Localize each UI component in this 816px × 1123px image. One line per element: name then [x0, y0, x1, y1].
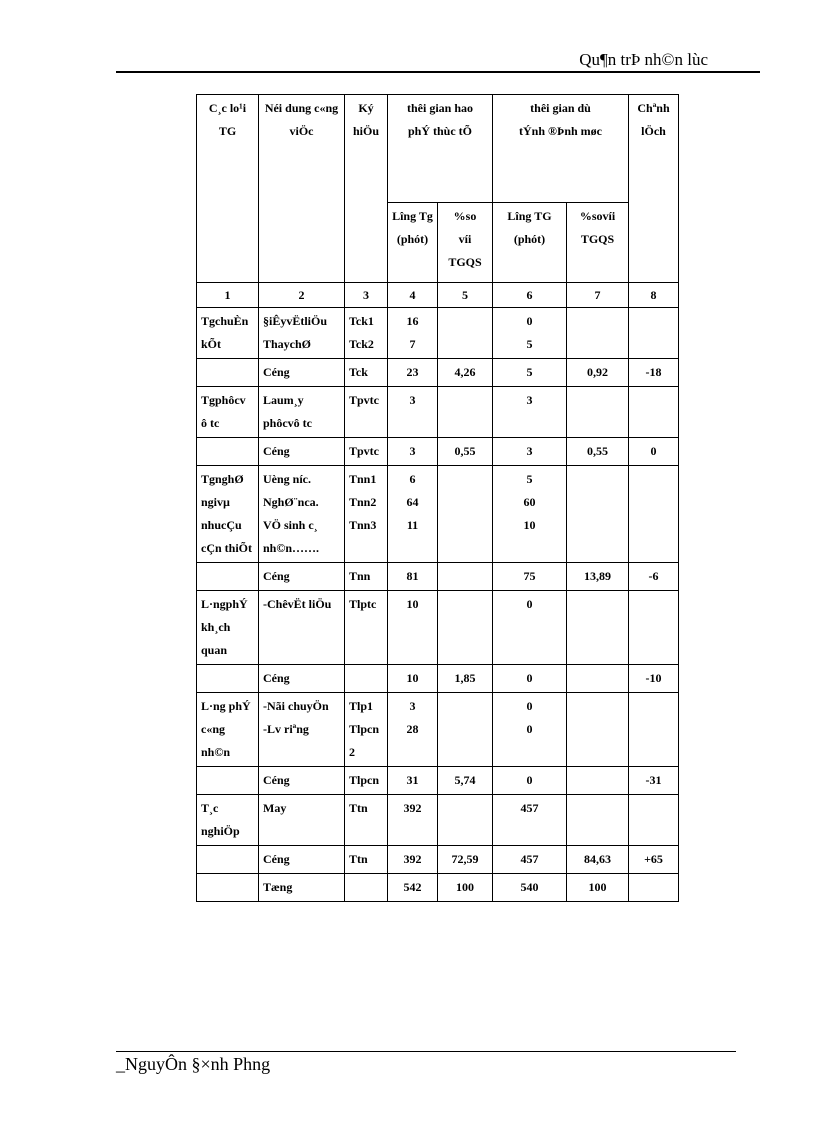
table-cell-c6: [493, 795, 567, 846]
cell-line: Uèng níc.: [263, 472, 311, 486]
table-cell-c3: [345, 591, 388, 665]
table-cell-c5: 5,74: [438, 767, 493, 795]
table-cell-c1: TgchuÈn kÕt: [197, 308, 259, 359]
table-cell-c7: [567, 591, 629, 665]
table-cell-c8: [629, 874, 679, 902]
table-cell-c5: [438, 591, 493, 665]
table-cell-c6: [493, 387, 567, 438]
cell-line: 10: [523, 518, 536, 532]
table-cell-c7: 0,55: [567, 438, 629, 466]
cell-line: Tnn3: [349, 518, 377, 532]
table-cell-c4: [388, 874, 438, 902]
table-cell-c3: [345, 874, 388, 902]
table-cell-c6: [493, 466, 567, 563]
table-cell-c5: [438, 308, 493, 359]
table-cell-c8: [629, 308, 679, 359]
table-cell-c4: [388, 846, 438, 874]
subheader-actual-percent: %so víi TGQS: [438, 203, 493, 283]
table-cell-c8: [629, 387, 679, 438]
header-actual-time: thêi gian hao phÝ thùc tÕ: [388, 95, 493, 203]
table-cell-c1: L·ng phÝ c«ng nh©n: [197, 693, 259, 767]
cell-line: 60: [523, 495, 536, 509]
table-cell-c5: [438, 466, 493, 563]
time-analysis-table: [196, 94, 679, 902]
column-number-row: [197, 283, 679, 308]
table-cell-c7: 100: [567, 874, 629, 902]
table-cell-c1: T¸c nghiÖp: [197, 795, 259, 846]
subheader-norm-percent: %sovíi TGQS: [567, 203, 629, 283]
table-cell-c3: [345, 359, 388, 387]
table-cell-c7: 84,63: [567, 846, 629, 874]
table-cell-c4: [388, 665, 438, 693]
table-cell-c1: Tgphôcv ô tc: [197, 387, 259, 438]
table-row: [197, 308, 679, 359]
table-cell-c4: [388, 591, 438, 665]
table-cell-c3: [345, 846, 388, 874]
table-row: [197, 665, 679, 693]
cell-line: Céng: [263, 444, 290, 458]
cell-line: phôcvô tc: [263, 416, 312, 430]
cell-line: Tck: [349, 365, 368, 379]
table-cell-c8: [629, 466, 679, 563]
table-cell-c6: [493, 767, 567, 795]
table-cell-c7: [567, 308, 629, 359]
column-number: 1: [197, 283, 259, 308]
cell-line: 5: [526, 472, 533, 486]
cell-line: May: [263, 801, 287, 815]
table-cell-c5: 72,59: [438, 846, 493, 874]
table-row: [197, 795, 679, 846]
table-cell-c1: [197, 665, 259, 693]
table-cell-c6: [493, 591, 567, 665]
table-cell-c6: [493, 563, 567, 591]
table-cell-c3: [345, 466, 388, 563]
cell-line: 3: [409, 393, 416, 407]
table-cell-c3: [345, 795, 388, 846]
table-cell-c5: [438, 563, 493, 591]
table-cell-c2: [259, 795, 345, 846]
subheader-actual-amount: Lîng Tg (phót): [388, 203, 438, 283]
cell-line: 11: [406, 518, 419, 532]
cell-line: 75: [523, 569, 536, 583]
cell-line: 3: [526, 393, 533, 407]
table-cell-c2: [259, 308, 345, 359]
table-cell-c2: [259, 563, 345, 591]
table-cell-c1: TgnghØ ngivµ nhucÇu cÇn thiÕt: [197, 466, 259, 563]
table-cell-c7: [567, 387, 629, 438]
table-row: [197, 438, 679, 466]
cell-line: 392: [403, 852, 422, 866]
cell-line: 457: [520, 801, 539, 815]
table-cell-c1: [197, 563, 259, 591]
cell-line: 0: [526, 597, 533, 611]
table-cell-c3: [345, 693, 388, 767]
subheader-norm-amount: Lîng TG (phót): [493, 203, 567, 283]
header-time-types: C¸c lo¹i TG: [197, 95, 259, 283]
table-cell-c1: L·ngphÝ kh¸ch quan: [197, 591, 259, 665]
table-cell-c2: [259, 693, 345, 767]
table-cell-c4: [388, 308, 438, 359]
cell-line: 0: [526, 671, 533, 685]
cell-line: Tnn: [349, 569, 371, 583]
table-row: [197, 591, 679, 665]
cell-line: §iÊyvËtliÖu: [263, 314, 328, 328]
cell-line: Tæng: [263, 880, 293, 894]
table-cell-c8: [629, 591, 679, 665]
cell-line: 5: [526, 337, 533, 351]
page-header-title: Qu¶n trÞ nh©n lùc: [579, 50, 708, 69]
cell-line: nh©n…….: [263, 541, 319, 555]
column-number: 2: [259, 283, 345, 308]
cell-line: 3: [409, 699, 416, 713]
cell-line: 392: [403, 801, 422, 815]
cell-line: 540: [520, 880, 539, 894]
table-cell-c4: [388, 359, 438, 387]
cell-line: 5: [526, 365, 533, 379]
cell-line: 457: [520, 852, 539, 866]
table-cell-c5: 4,26: [438, 359, 493, 387]
table-cell-c4: [388, 387, 438, 438]
cell-line: 7: [409, 337, 416, 351]
cell-line: -Lv riªng: [263, 722, 309, 736]
cell-line: 542: [403, 880, 422, 894]
header-norm-time: thêi gian dù tÝnh ®Þnh møc: [493, 95, 629, 203]
cell-line: Tck1: [349, 314, 374, 328]
cell-line: 28: [406, 722, 419, 736]
table-cell-c8: [629, 795, 679, 846]
table-cell-c3: [345, 767, 388, 795]
table-cell-c8: -10: [629, 665, 679, 693]
table-row: [197, 387, 679, 438]
table-cell-c2: [259, 591, 345, 665]
table-cell-c7: [567, 466, 629, 563]
table-row: [197, 466, 679, 563]
table-cell-c3: [345, 665, 388, 693]
table-row: [197, 359, 679, 387]
table-cell-c8: [629, 693, 679, 767]
cell-line: 10: [406, 597, 419, 611]
table-cell-c6: [493, 308, 567, 359]
table-row: [197, 874, 679, 902]
cell-line: -ChêvËt liÖu: [263, 597, 332, 611]
column-number: 5: [438, 283, 493, 308]
table-cell-c3: [345, 387, 388, 438]
cell-line: Tlp1: [349, 699, 374, 713]
table-cell-c6: [493, 438, 567, 466]
table-cell-c6: [493, 693, 567, 767]
table-row: [197, 693, 679, 767]
table-cell-c5: 0,55: [438, 438, 493, 466]
table-cell-c1: [197, 359, 259, 387]
cell-line: Tnn2: [349, 495, 377, 509]
table-cell-c5: [438, 795, 493, 846]
header-difference: Chªnh lÖch: [629, 95, 679, 283]
table-cell-c4: [388, 438, 438, 466]
cell-line: 3: [409, 444, 416, 458]
cell-line: 16: [406, 314, 419, 328]
cell-line: Tlpcn2: [349, 722, 380, 759]
table-cell-c2: [259, 665, 345, 693]
cell-line: Céng: [263, 671, 290, 685]
cell-line: Tck2: [349, 337, 374, 351]
table-cell-c4: [388, 693, 438, 767]
header-symbol: Ký hiÖu: [345, 95, 388, 283]
table-cell-c1: [197, 874, 259, 902]
cell-line: -Nãi chuyÖn: [263, 699, 329, 713]
table-cell-c4: [388, 767, 438, 795]
table-cell-c7: [567, 693, 629, 767]
table-cell-c2: [259, 438, 345, 466]
table-cell-c3: [345, 438, 388, 466]
cell-line: 31: [406, 773, 419, 787]
table-cell-c5: [438, 693, 493, 767]
table-cell-c7: [567, 767, 629, 795]
table-cell-c7: 0,92: [567, 359, 629, 387]
table-cell-c4: [388, 466, 438, 563]
table-cell-c1: [197, 767, 259, 795]
column-number: 4: [388, 283, 438, 308]
cell-line: 23: [406, 365, 419, 379]
cell-line: 64: [406, 495, 419, 509]
header-rule: [116, 71, 760, 73]
table-cell-c1: [197, 438, 259, 466]
table-cell-c7: [567, 795, 629, 846]
table-cell-c2: [259, 767, 345, 795]
cell-line: VÖ sinh c¸: [263, 518, 318, 532]
cell-line: ThaychØ: [263, 337, 312, 351]
column-number: 7: [567, 283, 629, 308]
cell-line: Tlpcn: [349, 773, 380, 787]
table-cell-c3: [345, 308, 388, 359]
cell-line: Tpvtc: [349, 444, 379, 458]
table-cell-c7: [567, 665, 629, 693]
table-cell-c3: [345, 563, 388, 591]
table-cell-c6: [493, 359, 567, 387]
header-work-content: Néi dung c«ng viÖc: [259, 95, 345, 283]
table-cell-c5: [438, 387, 493, 438]
table-row: [197, 846, 679, 874]
table-cell-c5: 100: [438, 874, 493, 902]
cell-line: Ttn: [349, 852, 368, 866]
cell-line: Tnn1: [349, 472, 377, 486]
cell-line: 81: [406, 569, 419, 583]
table-cell-c2: [259, 466, 345, 563]
footer-rule: [116, 1051, 736, 1052]
table-cell-c5: 1,85: [438, 665, 493, 693]
table-cell-c2: [259, 387, 345, 438]
cell-line: Céng: [263, 773, 290, 787]
cell-line: 3: [526, 444, 533, 458]
column-number: 8: [629, 283, 679, 308]
cell-line: Céng: [263, 365, 290, 379]
cell-line: Laum¸y: [263, 393, 304, 407]
cell-line: Ttn: [349, 801, 368, 815]
table-cell-c4: [388, 795, 438, 846]
table-cell-c1: [197, 846, 259, 874]
table-cell-c2: [259, 846, 345, 874]
table-cell-c8: 0: [629, 438, 679, 466]
footer-author: _NguyÔn §×nh Phng: [116, 1054, 271, 1074]
cell-line: 10: [406, 671, 419, 685]
table-cell-c8: +65: [629, 846, 679, 874]
cell-line: 6: [409, 472, 416, 486]
table-cell-c6: [493, 874, 567, 902]
table-cell-c4: [388, 563, 438, 591]
cell-line: 0: [526, 722, 533, 736]
cell-line: 0: [526, 699, 533, 713]
table-cell-c8: -6: [629, 563, 679, 591]
cell-line: 0: [526, 773, 533, 787]
table-row: [197, 767, 679, 795]
table-cell-c2: [259, 359, 345, 387]
table-cell-c2: [259, 874, 345, 902]
cell-line: Céng: [263, 569, 290, 583]
column-number: 3: [345, 283, 388, 308]
table-cell-c7: 13,89: [567, 563, 629, 591]
table-cell-c6: [493, 846, 567, 874]
cell-line: Céng: [263, 852, 290, 866]
table-cell-c8: -18: [629, 359, 679, 387]
column-number: 6: [493, 283, 567, 308]
cell-line: Tpvtc: [349, 393, 379, 407]
table-cell-c6: [493, 665, 567, 693]
table-cell-c8: -31: [629, 767, 679, 795]
cell-line: Tlptc: [349, 597, 377, 611]
cell-line: NghØ¨nca.: [263, 495, 319, 509]
table-row: [197, 563, 679, 591]
cell-line: 0: [526, 314, 533, 328]
